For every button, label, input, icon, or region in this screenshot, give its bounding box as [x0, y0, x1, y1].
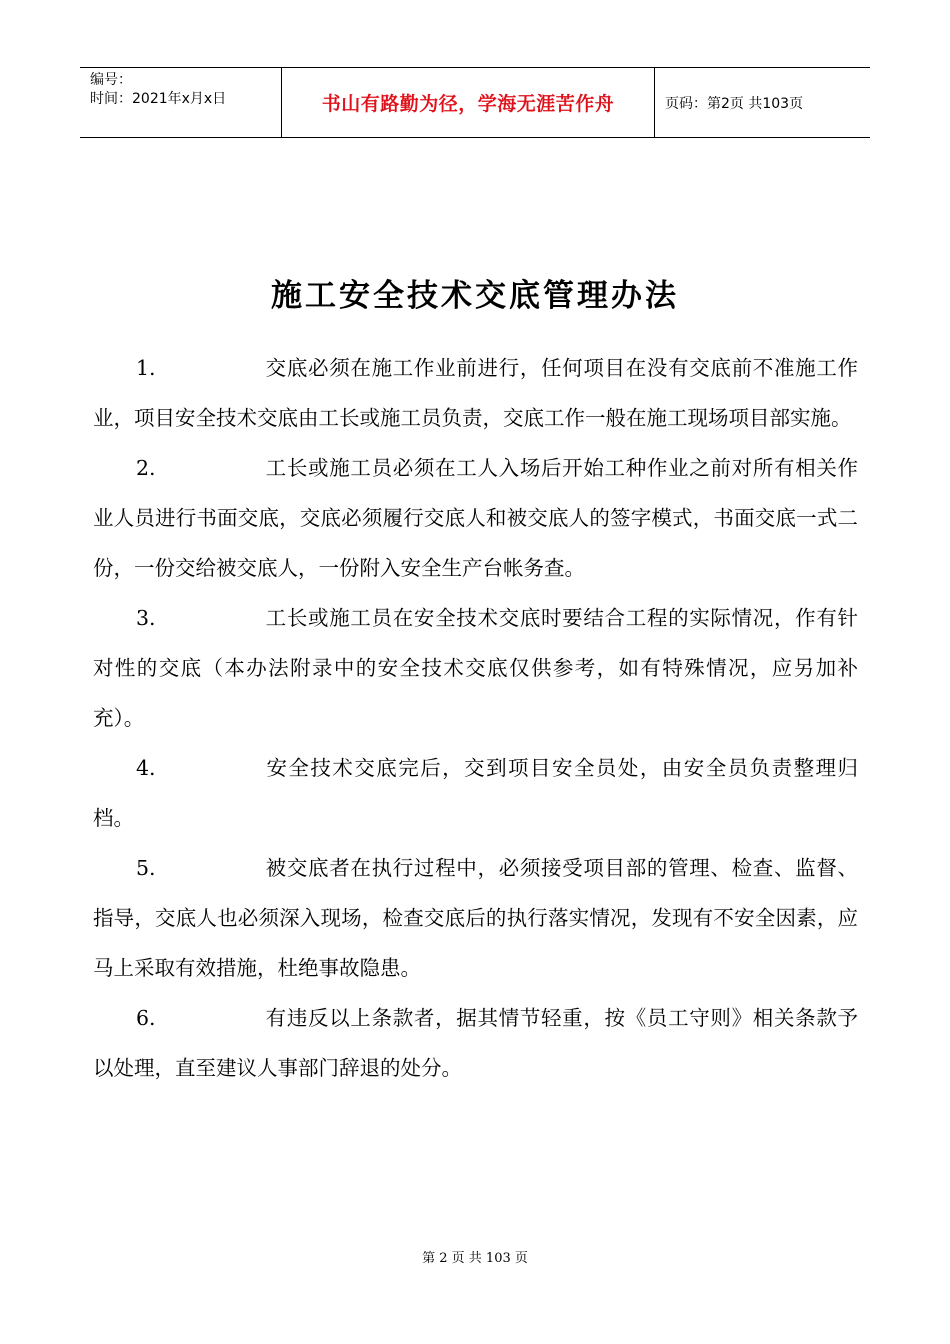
list-item [93, 843, 858, 993]
item-text: 安全技术交底完后，交到项目安全员处，由安全员负责整理归档。 [93, 756, 858, 830]
list-item [93, 993, 858, 1093]
page-footer: 第 2 页 共 103 页 [422, 1251, 528, 1266]
item-number: 6. [136, 1006, 156, 1030]
document-body [93, 343, 858, 1093]
item-text: 有违反以上条款者，据其情节轻重，按《员工守则》相关条款予以处理，直至建议人事部门辞退的处分。 [93, 1006, 858, 1080]
header-motto: 书山有路勤为径，学海无涯苦作舟 [282, 68, 655, 137]
item-text: 交底必须在施工作业前进行，任何项目在没有交底前不准施工作业，项目安全技术交底由工长或施工员负责，交底工作一般在施工现场项目部实施。 [93, 356, 858, 430]
document-title: 施工安全技术交底管理办法 [271, 278, 679, 314]
item-number: 4. [136, 756, 156, 780]
item-text: 被交底者在执行过程中，必须接受项目部的管理、检查、监督、指导，交底人也必须深入现场，检查交底后的执行落实情况，发现有不安全因素，应马上采取有效措施，杜绝事故隐患。 [93, 856, 858, 980]
item-number: 5. [136, 856, 156, 880]
item-text: 工长或施工员必须在工人入场后开始工种作业之前对所有相关作业人员进行书面交底，交底必须履行交底人和被交底人的签字模式，书面交底一式二份，一份交给被交底人，一份附入安全生产台帐务查。 [93, 456, 858, 580]
header-page-number: 页码：第2页 共103页 [665, 95, 804, 112]
item-number: 1. [136, 356, 156, 380]
header-meta [80, 68, 282, 137]
list-item [93, 743, 858, 843]
serial-label: 编号： [90, 72, 132, 88]
item-number: 2. [136, 456, 156, 480]
item-number: 3. [136, 606, 156, 630]
page-header [80, 67, 870, 138]
list-item [93, 443, 858, 593]
item-text: 工长或施工员在安全技术交底时要结合工程的实际情况，作有针对性的交底（本办法附录中的安全技术交底仅供参考，如有特殊情况，应另加补充）。 [93, 606, 858, 730]
list-item [93, 593, 858, 743]
time-label: 时间：2021年x月x日 [90, 91, 227, 107]
list-item [93, 343, 858, 443]
